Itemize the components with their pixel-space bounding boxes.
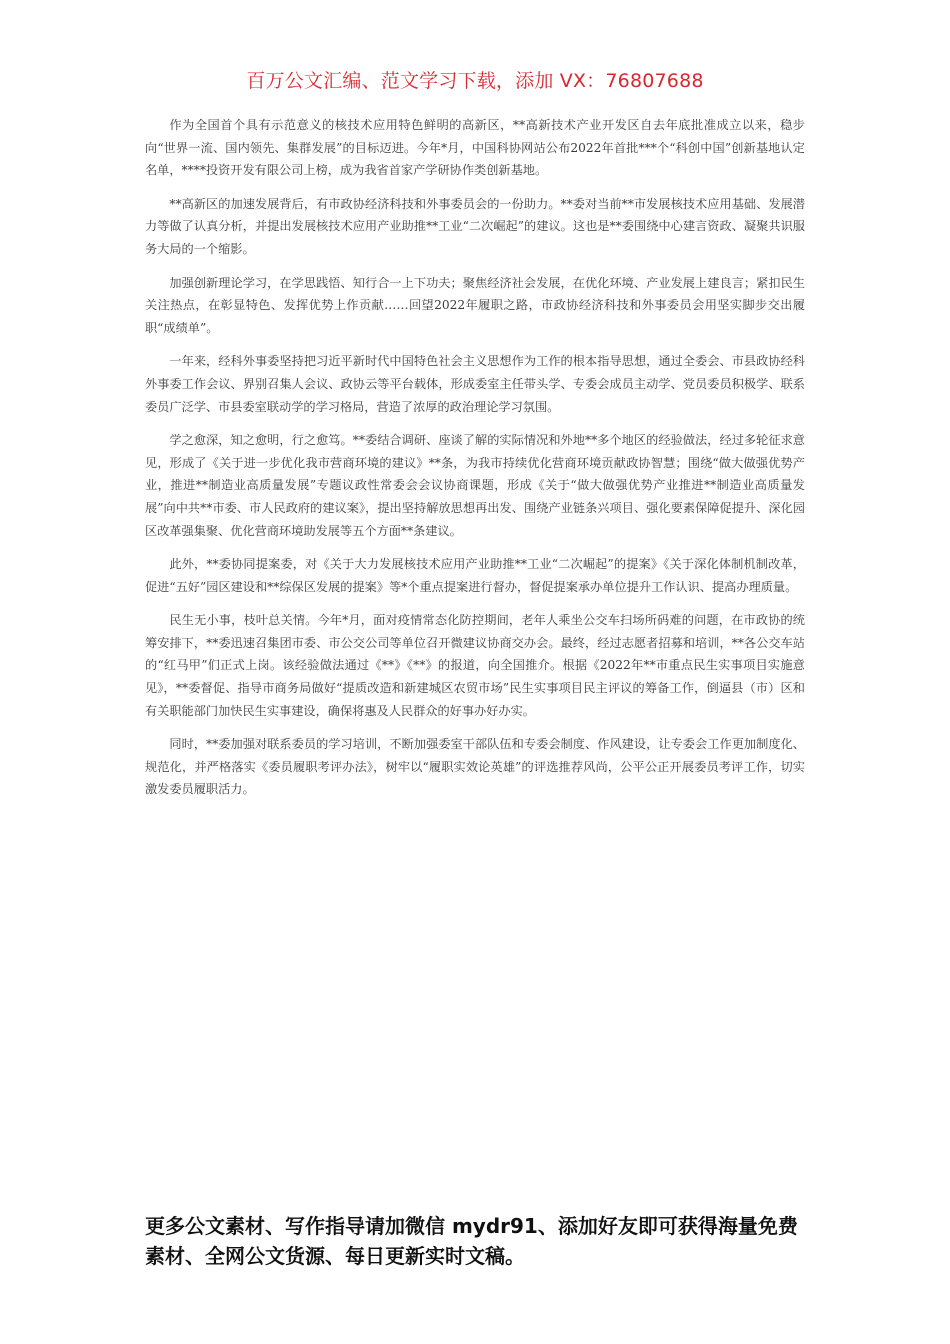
paragraph-7: 民生无小事，枝叶总关情。今年*月，面对疫情常态化防控期间，老年人乘坐公交车扫场所码难的问题，在市政协的统筹安排下，**委迅速召集团市委、市公交公司等单位召开微建议协商交办会。最终，经过志愿者招募和培训，**各公交车站的“红马甲”们正式上岗。该经验做法通过《**》《**》的报道，向全国推介。根据《2022年**市重点民生实事项目实施意见》，**委督促、指导市商务局做好“提质改造和新建城区农贸市场”民生实事项目民主评议的筹备工作，倒逼县（市）区和有关职能部门加快民生实事建设，确保将惠及人民群众的好事办好办实。 [145, 613, 805, 718]
paragraph-1: 作为全国首个具有示范意义的核技术应用特色鲜明的高新区，**高新技术产业开发区自去年底批准成立以来，稳步向“世界一流、国内领先、集群发展”的目标迈进。今年*月，中国科协网站公布2022年首批***个“科创中国”创新基地认定名单，****投资开发有限公司上榜，成为我省首家产学研协作类创新基地。 [145, 118, 805, 178]
paragraph-4: 一年来，经科外事委坚持把习近平新时代中国特色社会主义思想作为工作的根本指导思想，通过全委会、市县政协经科外事委工作会议、界别召集人会议、政协云等平台载体，形成委室主任带头学、专委会成员主动学、党员委员积极学、联系委员广泛学、市县委室联动学的学习格局，营造了浓厚的政治理论学习氛围。 [145, 354, 805, 414]
footer-promo-text: 更多公文素材、写作指导请加微信 mydr91、添加好友即可获得海量免费素材、全网公文货源、每日更新实时文稿。 [145, 1214, 798, 1268]
paragraph-8: 同时，**委加强对联系委员的学习培训，不断加强委室干部队伍和专委会制度、作风建设，让专委会工作更加制度化、规范化，并严格落实《委员履职考评办法》，树牢以“履职实效论英雄”的评选推荐风尚，公平公正开展委员考评工作，切实激发委员履职活力。 [145, 737, 805, 797]
article-body [145, 114, 805, 812]
paragraph-5: 学之愈深，知之愈明，行之愈笃。**委结合调研、座谈了解的实际情况和外地**多个地区的经验做法，经过多轮征求意见，形成了《关于进一步优化我市营商环境的建议》**条，为我市持续优化营商环境贡献政协智慧；围绕“做大做强优势产业，推进**制造业高质量发展”专题议政性常委会会议协商课题，形成《关于“做大做强优势产业推进**制造业高质量发展”向中共**市委、市人民政府的建议案》，提出坚持解放思想再出发、围绕产业链条兴项目、强化要素保障促提升、深化园区改革强集聚、优化营商环境助发展等五个方面**条建议。 [145, 433, 805, 538]
paragraph-6: 此外，**委协同提案委，对《关于大力发展核技术应用产业助推**工业“二次崛起”的提案》《关于深化体制机制改革，促进“五好”园区建设和**综保区发展的提案》等*个重点提案进行督办，督促提案承办单位提升工作认识、提高办理质量。 [145, 557, 805, 594]
paragraph-3: 加强创新理论学习，在学思践悟、知行合一上下功夫；聚焦经济社会发展，在优化环境、产业发展上建良言；紧扣民生关注热点，在彰显特色、发挥优势上作贡献……回望2022年履职之路，市政协经济科技和外事委员会用坚实脚步交出履职“成绩单”。 [145, 275, 805, 335]
header-promo-text: 百万公文汇编、范文学习下载，添加 VX：76807688 [246, 70, 704, 92]
paragraph-2: **高新区的加速发展背后，有市政协经济科技和外事委员会的一份助力。**委对当前**市发展核技术应用基础、发展潜力等做了认真分析，并提出发展核技术应用产业助推**工业“二次崛起”的建议。这也是**委围绕中心建言资政、凝聚共识服务大局的一个缩影。 [145, 196, 805, 256]
